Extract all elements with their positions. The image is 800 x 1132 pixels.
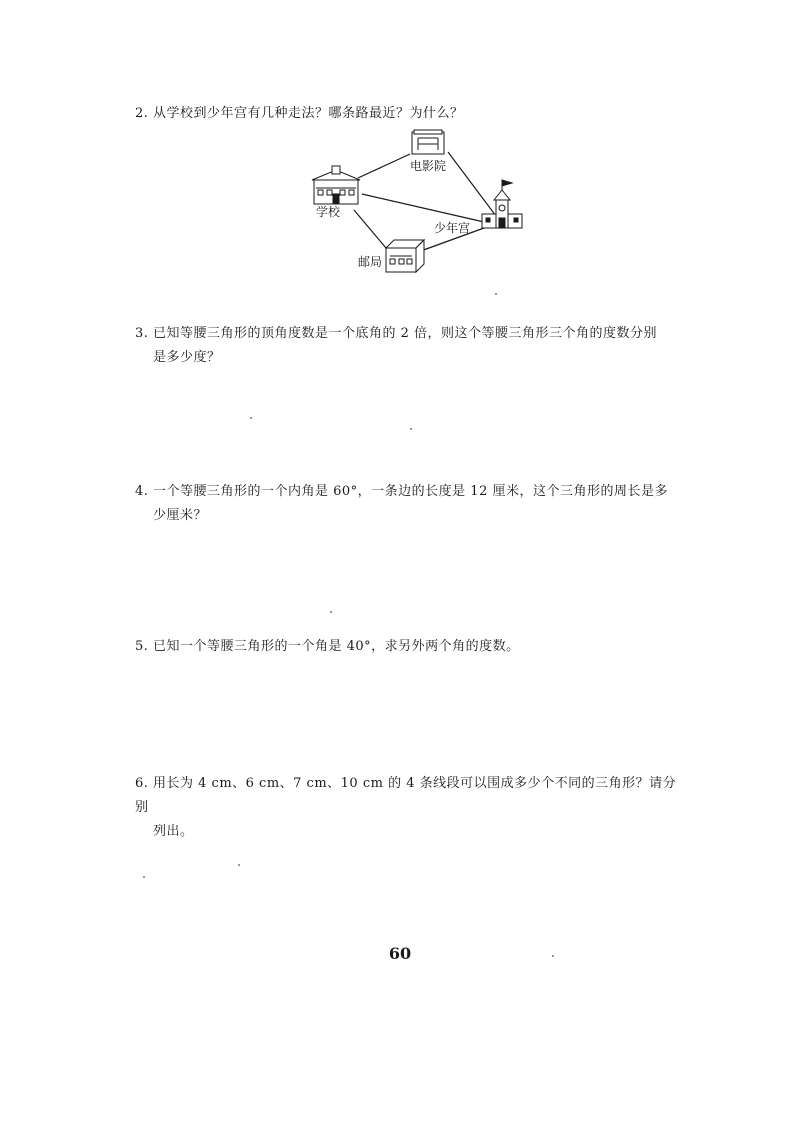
scan-speck bbox=[143, 876, 145, 878]
question-text-continued: 是多少度？ bbox=[153, 350, 221, 365]
question-5 bbox=[135, 635, 680, 659]
route-school-post-office bbox=[354, 210, 386, 248]
question-4 bbox=[135, 480, 680, 528]
question-3 bbox=[135, 322, 680, 370]
cinema-icon bbox=[412, 130, 444, 154]
question-text-continued: 少厘米？ bbox=[153, 508, 208, 523]
route-cinema-youth-palace bbox=[448, 152, 496, 216]
school-icon bbox=[312, 166, 360, 204]
question-text: 一个等腰三角形的一个内角是 60°，一条边的长度是 12 厘米，这个三角形的周长是多 bbox=[153, 484, 668, 499]
question-text: 已知一个等腰三角形的一个角是 40°，求另外两个角的度数。 bbox=[153, 639, 520, 654]
question-text: 从学校到少年宫有几种走法？哪条路最近？为什么？ bbox=[153, 106, 464, 121]
question-number: 5. bbox=[135, 639, 149, 654]
route-school-youth-palace bbox=[362, 194, 484, 222]
question-number: 2. bbox=[135, 106, 149, 121]
question-number: 6. bbox=[135, 776, 149, 791]
question-number: 4. bbox=[135, 484, 149, 499]
youth-palace-label: 少年宫 bbox=[434, 221, 471, 235]
scan-speck bbox=[238, 864, 240, 866]
post-office-label: 邮局 bbox=[358, 255, 383, 269]
scan-speck bbox=[552, 955, 554, 957]
scan-speck bbox=[410, 428, 412, 430]
cinema-label: 电影院 bbox=[410, 159, 447, 173]
scan-speck bbox=[250, 417, 252, 419]
scan-speck bbox=[330, 611, 332, 613]
scan-speck bbox=[495, 293, 497, 295]
question-text-continued: 列出。 bbox=[153, 824, 194, 839]
question-6 bbox=[135, 772, 680, 844]
school-label: 学校 bbox=[316, 205, 341, 219]
page-number: 60 bbox=[388, 944, 412, 963]
route-map bbox=[300, 128, 540, 280]
post-office-icon bbox=[386, 240, 424, 272]
question-text: 已知等腰三角形的顶角度数是一个底角的 2 倍，则这个等腰三角形三个角的度数分别 bbox=[153, 326, 658, 341]
question-text: 用长为 4 cm、6 cm、7 cm、10 cm 的 4 条线段可以围成多少个不同的三角形？请分别 bbox=[135, 776, 677, 815]
question-number: 3. bbox=[135, 326, 149, 341]
route-school-cinema bbox=[358, 154, 410, 178]
question-2 bbox=[135, 102, 680, 126]
youth-palace-icon bbox=[482, 180, 522, 228]
